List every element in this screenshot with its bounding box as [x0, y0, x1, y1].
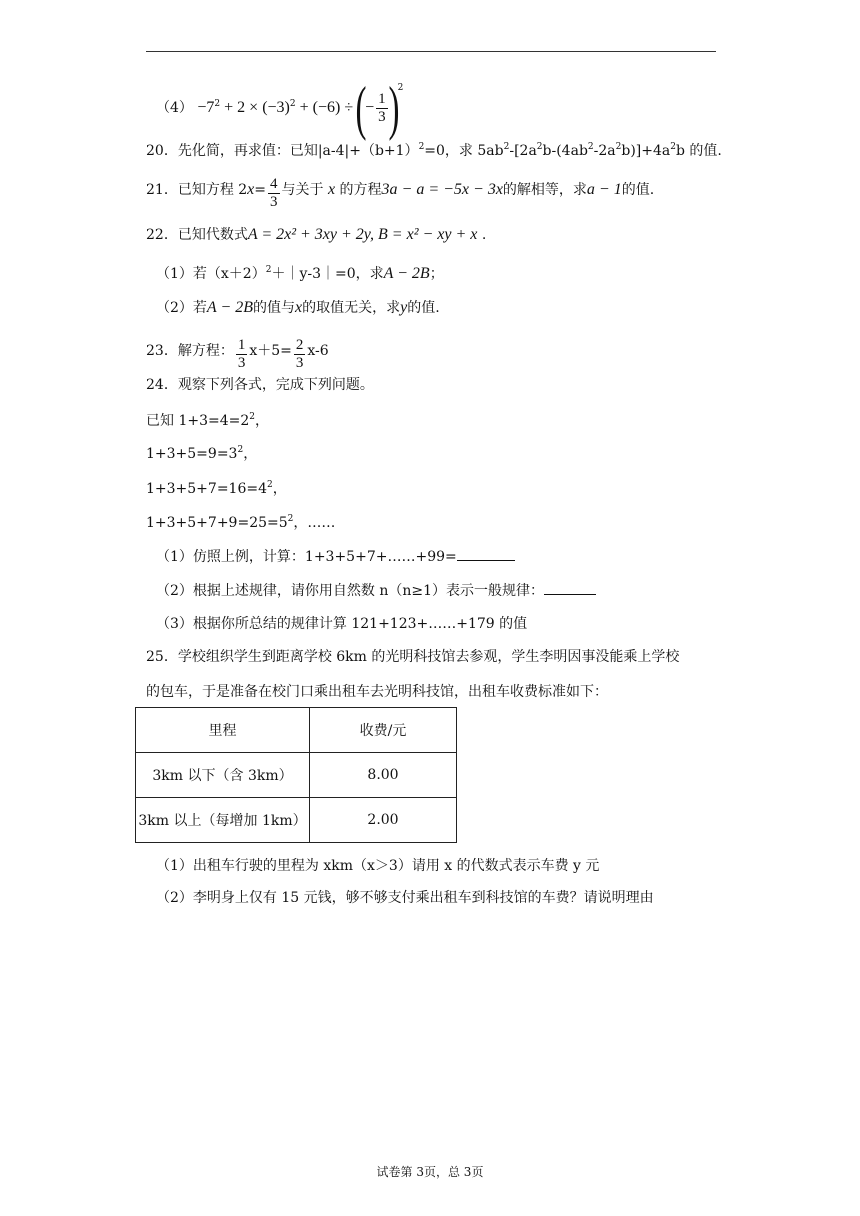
fraction: $\frac{2}{3}$	[295, 337, 304, 371]
fraction: $\frac{1}{3}$	[237, 337, 246, 371]
table-cell: 2.00	[310, 798, 457, 843]
table-row	[136, 798, 457, 843]
question-24-title: 24．观察下列各式，完成下列问题。	[146, 377, 374, 393]
header-rule	[146, 51, 716, 52]
question-22-1: （1）若$(x+2)^2+|y-3|=0$，求A − 2B；	[156, 265, 444, 282]
answer-blank[interactable]	[457, 548, 515, 561]
question-25-p1: 25．学校组织学生到距离学校 6km 的光明科技馆去参观，学生李明因事没能乘上学校	[146, 649, 680, 665]
question-24-line2: $1+3+5=9=3^2$，	[146, 445, 258, 462]
question-24-line4: $1+3+5+7+9=25=5^2$，……	[146, 514, 336, 531]
fraction: $\frac{4}{3}$	[270, 176, 278, 210]
question-25-2: （2）李明身上仅有 15 元钱，够不够支付乘出租车到科技馆的车费？请说明理由	[156, 890, 654, 906]
question-20: 20．先化简，再求值：已知$|a-4|+(b+1)^2=0$，求 $5ab^2-[2a^2b-(4ab^2-2a^2b)]+4a^2b$ 的值.	[146, 142, 722, 159]
question-24-3: （3）根据你所总结的规律计算 121+123+……+179 的值	[156, 616, 528, 632]
table-header-cell: 里程	[136, 708, 310, 753]
question-24-2: （2）根据上述规律，请你用自然数 n（n≥1）表示一般规律：	[156, 582, 596, 600]
question-24-line1: 已知 $1+3=4=2^2$，	[146, 412, 270, 429]
question-21: 21．已知方程 2x= $\frac{4}{3}$ 与关于 x 的方程3a − a = −5x − 3x的解相等，求a − 1的值.	[146, 176, 655, 210]
table-cell: 8.00	[310, 753, 457, 798]
table-cell: 3km 以下（含 3km）	[136, 753, 310, 798]
fraction: $\frac{1}{3}$	[378, 90, 386, 125]
question-24-1: （1）仿照上例，计算：1+3+5+7+……+99=	[156, 548, 515, 566]
table-cell: 3km 以上（每增加 1km）	[136, 798, 310, 843]
table-header-row	[136, 708, 457, 753]
fare-table	[135, 707, 457, 843]
question-23: 23．解方程： $\frac{1}{3}$ x＋5= $\frac{2}{3}$ x-6	[146, 337, 329, 371]
question-24-line3: $1+3+5+7=16=4^2$，	[146, 480, 287, 497]
question-22-2: （2）若A − 2B的值与x的取值无关，求y的值.	[156, 299, 440, 316]
right-paren: )	[388, 75, 400, 141]
table-row	[136, 753, 457, 798]
table-header-cell: 收费/元	[310, 708, 457, 753]
question-25-1: （1）出租车行驶的里程为 xkm（x＞3）请用 x 的代数式表示车费 y 元	[156, 858, 600, 874]
question-19-4: $(4) -7^2 + 2 \times (-3)^2 + (-6)$ ÷ (− $\frac{1}{3}$ )$^2$	[156, 75, 404, 141]
answer-blank[interactable]	[544, 582, 596, 595]
left-paren: (	[355, 75, 367, 141]
question-22: 22．已知代数式A = 2x² + 3xy + 2y, B = x² − xy + x .	[146, 226, 487, 243]
question-25-p2: 的包车，于是准备在校门口乘出租车去光明科技馆，出租车收费标准如下：	[146, 684, 608, 700]
page-footer: 试卷第 3页，总 3页	[376, 1165, 484, 1179]
